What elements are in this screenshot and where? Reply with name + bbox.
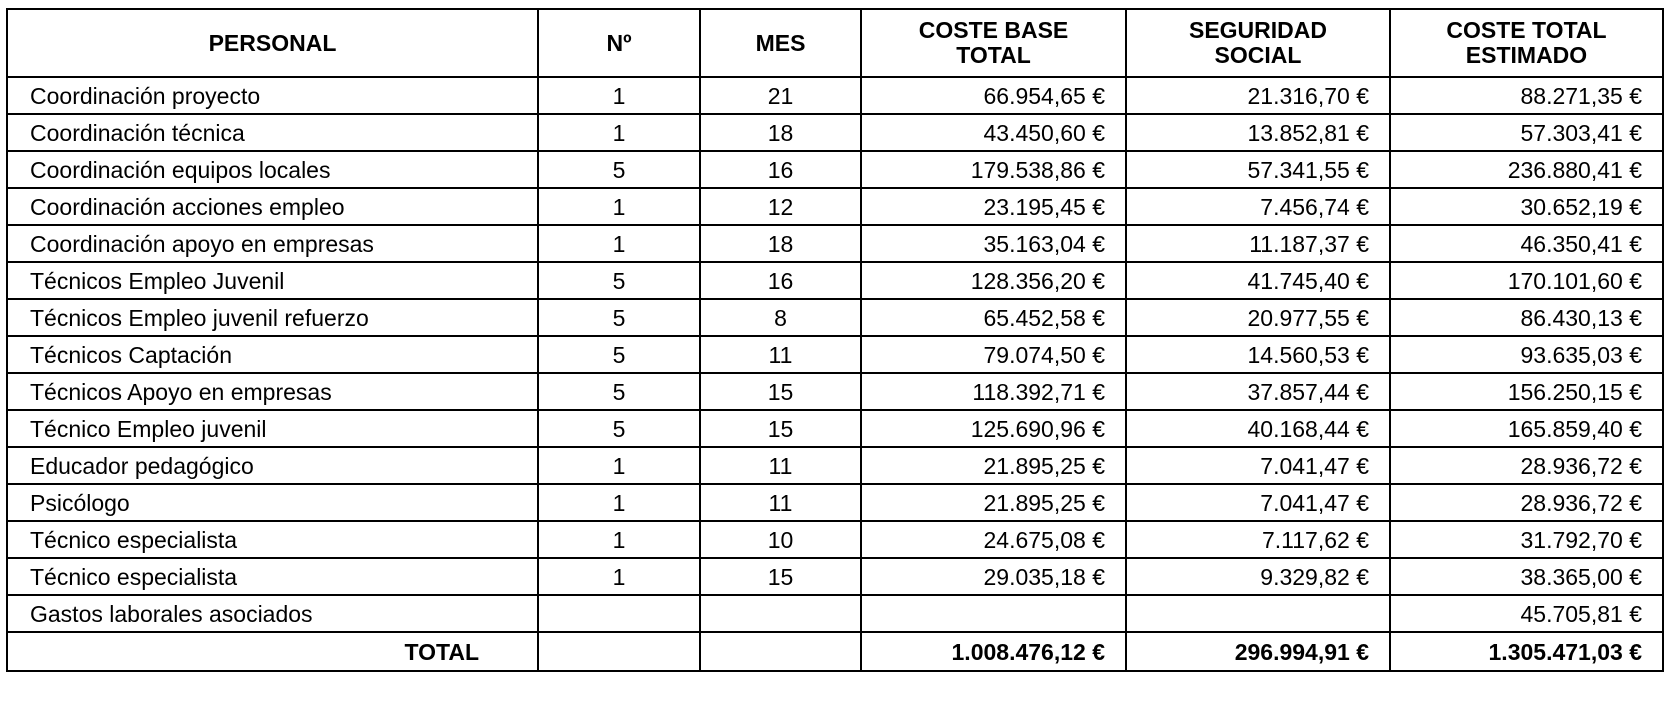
cell-mes: 12 [700,188,861,225]
cell-seguridad-social: 7.456,74 € [1126,188,1390,225]
cell-seguridad-social: 9.329,82 € [1126,558,1390,595]
header-coste-total-estimado [1390,9,1663,77]
header-n: Nº [538,9,700,77]
cell-personal: Coordinación técnica [7,114,538,151]
total-row [7,632,1663,671]
cell-personal: Técnicos Empleo Juvenil [7,262,538,299]
cell-mes: 15 [700,558,861,595]
cell-coste-total: 165.859,40 € [1390,410,1663,447]
header-coste-total-line2: ESTIMADO [1465,42,1588,68]
cell-seguridad-social: 7.041,47 € [1126,447,1390,484]
cell-coste-base: 66.954,65 € [861,77,1126,114]
cell-personal: Técnico especialista [7,558,538,595]
cell-coste-total: 45.705,81 € [1390,595,1663,632]
table-row [7,484,1663,521]
cell-mes: 18 [700,225,861,262]
cell-coste-total: 236.880,41 € [1390,151,1663,188]
cell-coste-base: 23.195,45 € [861,188,1126,225]
cell-seguridad-social: 11.187,37 € [1126,225,1390,262]
cell-coste-total: 46.350,41 € [1390,225,1663,262]
cell-personal: Técnico Empleo juvenil [7,410,538,447]
cell-n: 1 [538,77,700,114]
cell-personal: Coordinación proyecto [7,77,538,114]
cell-personal: Coordinación apoyo en empresas [7,225,538,262]
table-row [7,225,1663,262]
cell-mes: 10 [700,521,861,558]
table-row [7,151,1663,188]
table-body [7,77,1663,632]
total-coste-total: 1.305.471,03 € [1390,632,1663,671]
cell-seguridad-social: 57.341,55 € [1126,151,1390,188]
table-row [7,336,1663,373]
cell-n: 5 [538,373,700,410]
cell-coste-total: 31.792,70 € [1390,521,1663,558]
cell-personal: Gastos laborales asociados [7,595,538,632]
cell-personal: Técnico especialista [7,521,538,558]
cell-coste-base [861,595,1126,632]
cell-coste-total: 30.652,19 € [1390,188,1663,225]
total-n-cell [538,632,700,671]
cell-mes: 15 [700,373,861,410]
cell-mes: 16 [700,151,861,188]
cell-n: 5 [538,262,700,299]
cell-seguridad-social: 40.168,44 € [1126,410,1390,447]
cell-coste-base: 128.356,20 € [861,262,1126,299]
total-seguridad-social: 296.994,91 € [1126,632,1390,671]
cell-n: 5 [538,336,700,373]
cell-personal: Psicólogo [7,484,538,521]
table-row [7,188,1663,225]
table-header-row [7,9,1663,77]
header-seguridad-social [1126,9,1390,77]
header-seguridad-line1: SEGURIDAD [1188,17,1327,43]
cell-coste-total: 93.635,03 € [1390,336,1663,373]
budget-sheet [6,8,1664,672]
cell-coste-base: 65.452,58 € [861,299,1126,336]
cell-mes: 15 [700,410,861,447]
cell-coste-base: 118.392,71 € [861,373,1126,410]
header-personal: PERSONAL [7,9,538,77]
cell-mes: 11 [700,484,861,521]
cell-mes: 21 [700,77,861,114]
cell-coste-total: 170.101,60 € [1390,262,1663,299]
cell-n: 1 [538,484,700,521]
table-row [7,262,1663,299]
cell-seguridad-social: 7.041,47 € [1126,484,1390,521]
table-row [7,373,1663,410]
table-row [7,410,1663,447]
cell-personal: Coordinación equipos locales [7,151,538,188]
cell-n [538,595,700,632]
cell-coste-total: 88.271,35 € [1390,77,1663,114]
cell-n: 5 [538,410,700,447]
cell-coste-base: 29.035,18 € [861,558,1126,595]
header-seguridad-line2: SOCIAL [1214,42,1302,68]
cell-coste-total: 57.303,41 € [1390,114,1663,151]
cell-personal: Educador pedagógico [7,447,538,484]
cell-n: 1 [538,558,700,595]
cell-coste-total: 28.936,72 € [1390,484,1663,521]
cell-coste-total: 38.365,00 € [1390,558,1663,595]
table-row [7,299,1663,336]
cell-seguridad-social [1126,595,1390,632]
cell-coste-base: 79.074,50 € [861,336,1126,373]
header-coste-base-line2: TOTAL [956,42,1031,68]
cell-n: 5 [538,151,700,188]
table-row [7,114,1663,151]
table-row [7,595,1663,632]
cell-seguridad-social: 20.977,55 € [1126,299,1390,336]
cell-coste-base: 35.163,04 € [861,225,1126,262]
table-row [7,521,1663,558]
cell-personal: Técnicos Empleo juvenil refuerzo [7,299,538,336]
cell-personal: Técnicos Captación [7,336,538,373]
cell-n: 1 [538,225,700,262]
cell-coste-base: 43.450,60 € [861,114,1126,151]
cell-personal: Técnicos Apoyo en empresas [7,373,538,410]
cell-seguridad-social: 13.852,81 € [1126,114,1390,151]
cell-coste-base: 179.538,86 € [861,151,1126,188]
table-row [7,447,1663,484]
cell-n: 1 [538,521,700,558]
cell-coste-base: 21.895,25 € [861,484,1126,521]
cell-seguridad-social: 14.560,53 € [1126,336,1390,373]
header-coste-base-total [861,9,1126,77]
cell-n: 1 [538,447,700,484]
cell-personal: Coordinación acciones empleo [7,188,538,225]
cell-n: 1 [538,188,700,225]
cell-mes: 11 [700,447,861,484]
table-row [7,77,1663,114]
cell-coste-total: 156.250,15 € [1390,373,1663,410]
cell-mes [700,595,861,632]
cell-coste-base: 21.895,25 € [861,447,1126,484]
cell-coste-base: 125.690,96 € [861,410,1126,447]
cell-seguridad-social: 7.117,62 € [1126,521,1390,558]
cell-seguridad-social: 21.316,70 € [1126,77,1390,114]
table-row [7,558,1663,595]
total-mes-cell [700,632,861,671]
cell-n: 1 [538,114,700,151]
total-label: TOTAL [7,632,538,671]
header-coste-total-line1: COSTE TOTAL [1446,17,1607,43]
personnel-cost-table [6,8,1664,672]
cell-coste-total: 86.430,13 € [1390,299,1663,336]
cell-mes: 11 [700,336,861,373]
header-coste-base-line1: COSTE BASE [918,17,1069,43]
total-coste-base: 1.008.476,12 € [861,632,1126,671]
cell-mes: 8 [700,299,861,336]
header-mes: MES [700,9,861,77]
cell-seguridad-social: 41.745,40 € [1126,262,1390,299]
cell-coste-base: 24.675,08 € [861,521,1126,558]
cell-n: 5 [538,299,700,336]
cell-coste-total: 28.936,72 € [1390,447,1663,484]
cell-mes: 18 [700,114,861,151]
cell-mes: 16 [700,262,861,299]
cell-seguridad-social: 37.857,44 € [1126,373,1390,410]
